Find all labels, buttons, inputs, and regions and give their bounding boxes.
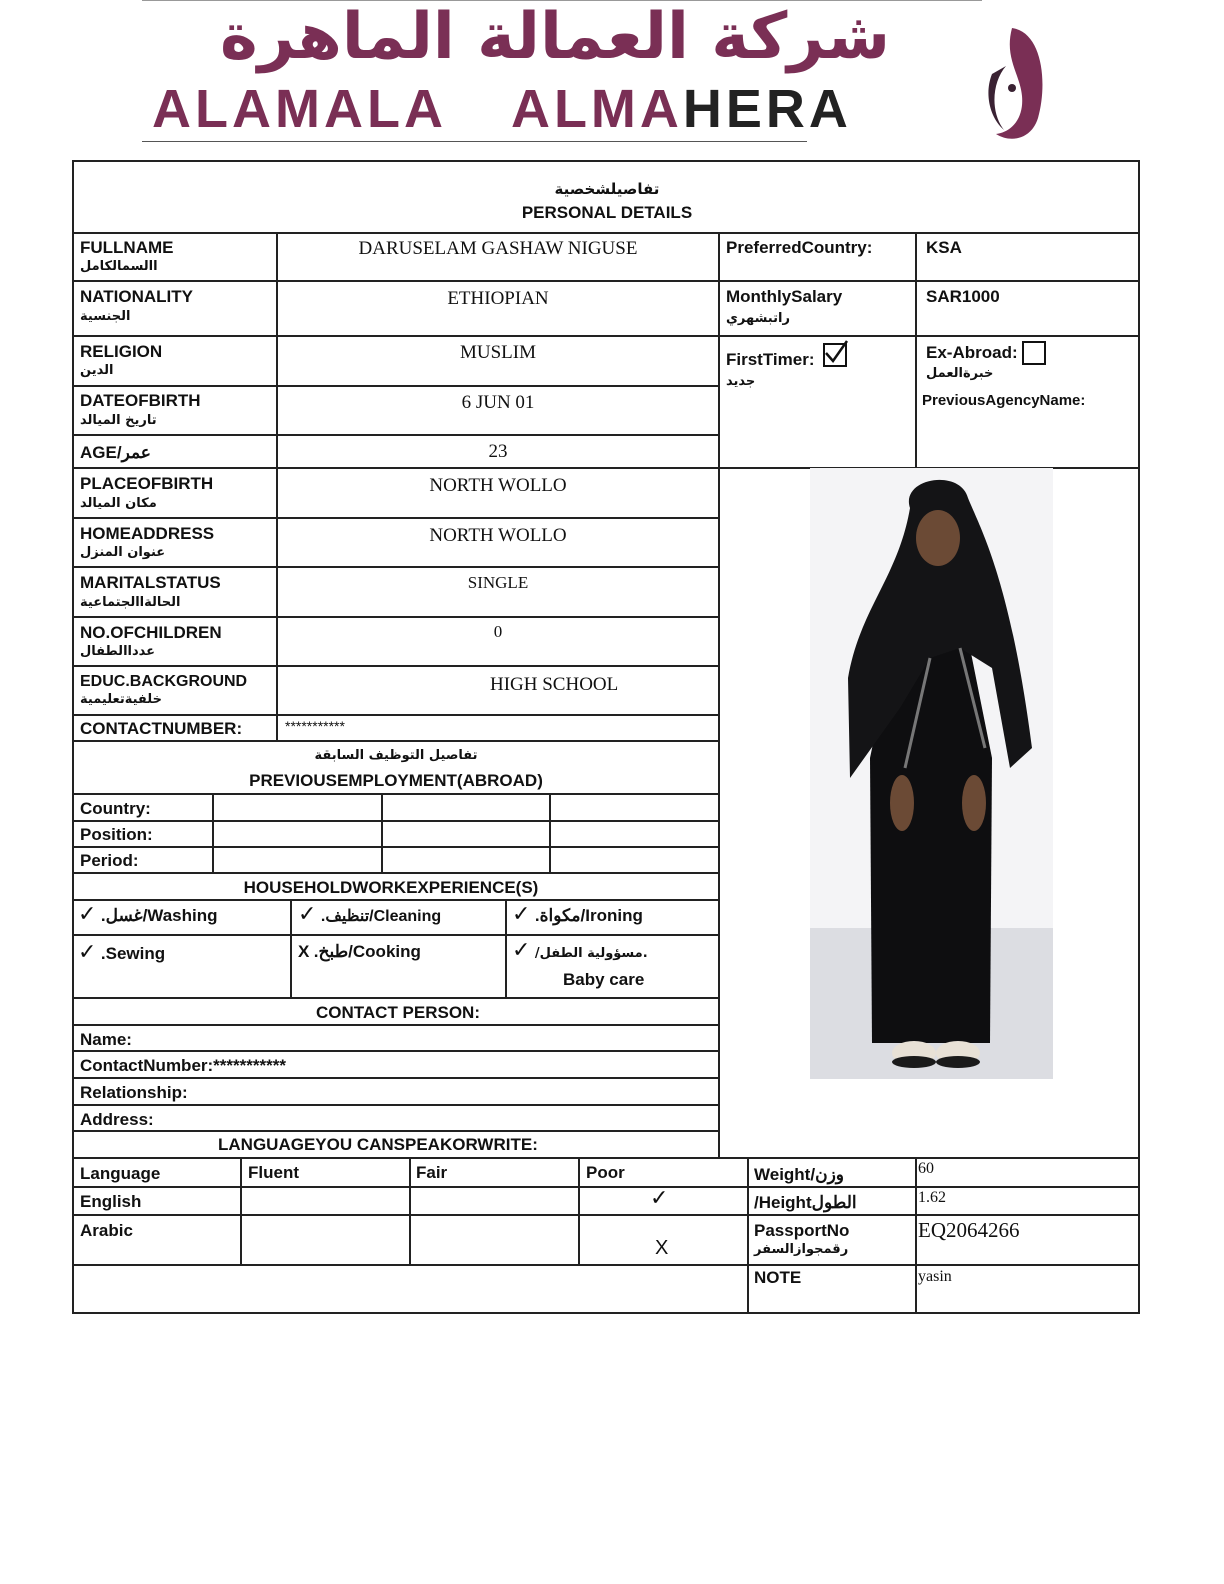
home-address-value: NORTH WOLLO — [429, 525, 567, 546]
logo-word-alamala: ALAMALA — [152, 79, 445, 139]
marital-status-label: MARITALSTATUS — [80, 573, 221, 592]
passport-label: PassportNo — [754, 1221, 850, 1240]
english-poor-check-icon: ✓ — [650, 1186, 669, 1211]
fullname-label-ar: االسمالكامل — [80, 259, 158, 274]
weight-label: Weight/وزن — [754, 1165, 844, 1184]
previous-agency-label: PreviousAgencyName: — [922, 392, 1086, 409]
contact-person-name-label: Name: — [80, 1030, 132, 1049]
household-experience-title: HOUSEHOLDWORKEXPERIENCE(S) — [243, 878, 539, 897]
ex-abroad-label-ar: خبرةالعمل — [926, 366, 994, 381]
preferred-country-label: PreferredCountry: — [726, 238, 873, 257]
marital-status-label-ar: الحالةاالجتماعية — [80, 595, 181, 610]
skill-babycare — [512, 938, 648, 963]
lang-header-fair: Fair — [416, 1163, 448, 1182]
note-label: NOTE — [754, 1268, 802, 1287]
nationality-label: NATIONALITY — [80, 287, 194, 306]
education-value: HIGH SCHOOL — [490, 674, 619, 695]
cleaning-check-icon: ✓ — [298, 902, 317, 927]
passport-label-ar: رقمجوازالسفر — [754, 1242, 849, 1257]
logo-word-hera: HERA — [682, 79, 852, 139]
dob-value: 6 JUN 01 — [461, 392, 535, 413]
education-label-ar: خلفيةتعليمية — [80, 692, 162, 707]
skill-ironing — [512, 902, 643, 927]
prev-country-label: Country: — [80, 799, 151, 818]
ironing-label: .مكواة/Ironing — [534, 906, 643, 925]
sewing-label: .Sewing — [100, 944, 166, 963]
place-of-birth-label: PLACEOFBIRTH — [80, 474, 214, 493]
washing-check-icon: ✓ — [78, 902, 97, 927]
person-in-abaya-illustration — [810, 468, 1053, 1079]
lang-header-poor: Poor — [586, 1163, 625, 1182]
lang-english-label: English — [80, 1192, 142, 1211]
religion-value: MUSLIM — [459, 342, 536, 363]
dob-label: DATEOFBIRTH — [80, 391, 201, 410]
marital-status-value: SINGLE — [467, 573, 529, 592]
personal-details-title-ar: تفاصيلشخصية — [554, 180, 660, 198]
woman-silhouette-logo-icon — [982, 22, 1052, 146]
lang-header-language: Language — [80, 1164, 161, 1183]
babycare-label-ar: .مسؤولية الطفل/ — [534, 946, 648, 961]
fullname-label: FULLNAME — [80, 238, 174, 257]
skill-washing — [78, 902, 218, 927]
children-value: 0 — [493, 622, 503, 641]
children-label: NO.OFCHILDREN — [80, 623, 222, 642]
personal-details-title: PERSONAL DETAILS — [521, 203, 693, 222]
monthly-salary-label: MonthlySalary — [726, 287, 843, 306]
age-label: AGE/عمر — [80, 443, 151, 462]
passport-value: EQ2064266 — [918, 1218, 1020, 1242]
logo-word-alma: ALMA — [510, 79, 683, 139]
sewing-check-icon: ✓ — [78, 940, 97, 965]
skill-cleaning — [298, 902, 441, 927]
ex-abroad-checkbox[interactable] — [1022, 341, 1046, 365]
religion-label: RELIGION — [80, 342, 163, 361]
nationality-label-ar: الجنسية — [80, 309, 131, 324]
contact-number-label: CONTACTNUMBER: — [80, 719, 243, 738]
cleaning-label: .تنظيف/Cleaning — [320, 908, 442, 925]
home-address-label: HOMEADDRESS — [80, 524, 215, 543]
babycare-check-icon: ✓ — [512, 938, 531, 963]
place-of-birth-label-ar: مكان الميالد — [80, 496, 157, 511]
monthly-salary-value: SAR1000 — [926, 287, 1000, 306]
checkmark-icon — [823, 339, 849, 365]
contact-person-number-label: ContactNumber:*********** — [80, 1056, 286, 1075]
education-label: EDUC.BACKGROUND — [80, 673, 248, 690]
height-label: /Heightالطول — [754, 1193, 857, 1212]
candidate-photo — [810, 468, 1053, 1079]
company-name-arabic: شركة العمالة الماهرة — [219, 0, 891, 74]
fullname-value: DARUSELAM GASHAW NIGUSE — [358, 238, 638, 259]
children-label-ar: عدداالطفال — [80, 644, 156, 659]
height-value: 1.62 — [918, 1189, 946, 1206]
contact-number-value: *********** — [285, 718, 345, 734]
place-of-birth-value: NORTH WOLLO — [429, 475, 567, 496]
prev-position-label: Position: — [80, 825, 153, 844]
note-value: yasin — [918, 1268, 952, 1285]
skill-sewing — [78, 940, 165, 965]
washing-label: .غسل/Washing — [100, 906, 218, 925]
first-timer-checkbox[interactable] — [823, 343, 847, 367]
religion-label-ar: الدين — [80, 363, 114, 378]
first-timer-label-ar: جديد — [726, 374, 756, 389]
nationality-value: ETHIOPIAN — [447, 288, 549, 309]
lang-header-fluent: Fluent — [248, 1163, 299, 1182]
babycare-label: Baby care — [563, 970, 645, 989]
home-address-label-ar: عنوان المنزل — [80, 545, 166, 560]
contact-person-relationship-label: Relationship: — [80, 1083, 188, 1102]
contact-person-title: CONTACT PERSON: — [315, 1003, 480, 1022]
contact-person-address-label: Address: — [80, 1110, 154, 1129]
languages-title: LANGUAGEYOU CANSPEAKORWRITE: — [218, 1135, 538, 1154]
monthly-salary-label-ar: راتبشهري — [726, 311, 790, 326]
skill-cooking — [298, 942, 421, 962]
arabic-poor-mark: X — [655, 1237, 669, 1259]
age-value: 23 — [488, 441, 508, 462]
weight-value: 60 — [918, 1160, 934, 1177]
ex-abroad-label: Ex-Abroad: — [926, 343, 1018, 362]
dob-label-ar: تاريخ الميالد — [80, 413, 157, 428]
previous-employment-title: PREVIOUSEMPLOYMENT(ABROAD) — [249, 771, 543, 790]
first-timer-label: FirstTimer: — [726, 350, 815, 369]
prev-period-label: Period: — [80, 851, 139, 870]
previous-employment-title-ar: تفاصيل التوظيف السابقة — [314, 748, 478, 763]
cooking-mark: X — [298, 942, 310, 961]
cooking-label: .طبخ/Cooking — [313, 942, 421, 961]
preferred-country-value: KSA — [926, 238, 962, 257]
lang-arabic-label: Arabic — [80, 1221, 133, 1240]
ironing-check-icon: ✓ — [512, 902, 531, 927]
company-name-english — [152, 78, 972, 140]
